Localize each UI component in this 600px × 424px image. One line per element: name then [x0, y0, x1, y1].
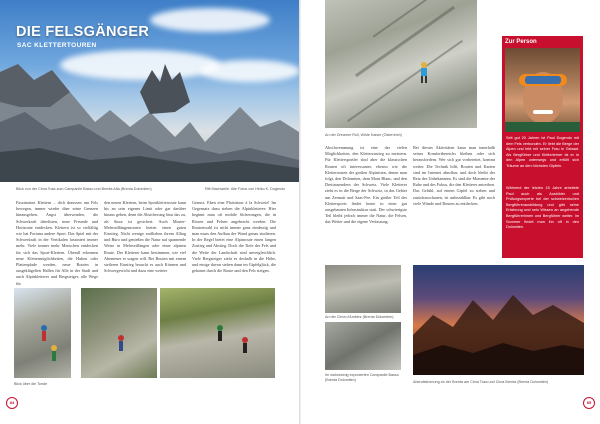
climber-figures: [160, 288, 275, 378]
caption-sp2: Im wahnsinnig exponierten Campanile Basso (Brenta Dolomiten): [325, 373, 399, 382]
body-column-2: den neuen Klettern, beim Sportkletterroute kann bis an sein eigenes Limit oder gar darüber hinaus gehen, denn die Absicherung lässt das zu, als Sturz ist gesichert. Auch Muster-Mehrseillängenrouten bieten einen guten Einstieg. Nicht wenige entfliehen ihrem Alltag und Büro und genießen die Natur auf spannende Weise in Mehrseillängen oder einer alpinen Route. Der Kletterer kann bestimmen, wie viel Abenteuer er wagen will. Bei Routen mit einem steileren Einstieg braucht es auch Können und Schwergewicht und dazu eine weitere: [104, 200, 186, 274]
portrait-photo: [505, 48, 580, 132]
zur-person-box: [502, 36, 583, 258]
body-column-3: Genuss. Eben eine Plaisirtour à la Schweiz! Im Gegensatz dazu stehen die Alpinkletterer: Hier beginnt man oft mobile Sicherungen, die in Rissen und Felsen angebracht werden. Die Routenwahl ist nicht immer ganz eindeutig und man muss den Aufbau der Wand genau studieren. In der Regel bietet eine Alpinroute einen langen Zustieg und Abstieg. Doch die Tiefe des Fels und die Weite der Landschaft sind unvergleichlich. Viele Bergsteiger zieht es deshalb in die Höhe, und einige davon stehen dann im Gipfelglück, die gekonnt durch die Route und den Fels steigen.: [192, 200, 276, 274]
page-number-left: 84: [6, 397, 18, 409]
climber-figure: [81, 288, 157, 378]
caption-bottom-left: Blick über die Torste: [14, 382, 48, 386]
portrait-figure: [505, 48, 580, 132]
photo-cima-ambiez: [325, 265, 401, 313]
page-number-right: 85: [583, 397, 595, 409]
photo-climbers-wall: [14, 288, 71, 378]
photo-rock-climber: [325, 0, 477, 128]
caption-big-right: Abendstimmung an der Brenta am Cima Tosa und Cima Brenta (Brenta Dolomiten): [413, 380, 549, 384]
mountain-silhouette: [0, 52, 299, 182]
caption-sp1: An der Cima d'Ambiez (Brenta Dolomiten): [325, 315, 394, 319]
caption-top-right: An der Dreamer Roll, Wilde Kaiser (Österreich): [325, 133, 402, 137]
article-title: DIE FELSGÄNGER: [16, 24, 150, 40]
body-column-1: Faszination Klettern – dich draussen am Fels bewegen, immer wieder über seine Grenzen hinausgehen. Angst überwinden, die Schwerkraft überlisten, neue Freunde und Horizonte entdecken. Klettern ist so vielfältig wie hat Fortuna andere Sport. Das Spiel mit der Schwerkraft in der Vertikalen fasziniert immer mehr. Viele immer mehr Menschen entdecken für sich das Sport-Klettern. Überall erkennen neue Klettermöglichkeiten, die Haken oder Plattenpfade werden, neue Routen in ausgeklügelten Hallen für Alle in der Stadt und auch Alpinkletterer und Bergsteiger, alle Wege für: [16, 200, 98, 286]
zur-person-text-2: Während der letzten 15 Jahre arbeitete Paul auch als Ausbilder und Prüfungsexperte bei der schweizerischen Bergführerausbildung und gibt seine Erfahrung und sein Wissen an angehende Bergführerinnen und Bergführer weiter. Im Sommer findet man ihn oft in den Dolomiten.: [506, 186, 579, 230]
climber-figure: [417, 62, 431, 84]
body-column-5: Bei diesen Aktivitäten kann man innerhalb seines Komfortbereichs bleiben oder sich herausfordern. Wer sich gut vorbereitet, kommt weiter. Die Technik hilft, Routen und Karten sind im Internet abrufbar, und doch bleibt der Reiz des Unbekannten. Es sind die Momente der Ruhe und des Fokus, die den Kletterer antreiben. Das Gefühl, auf einem Gipfel zu stehen und zurückzuschauen, ist unbezahlbar. Es gibt noch viele Wände und Routen zu entdecken.: [413, 145, 495, 206]
photo-grassy-ridge: [160, 288, 275, 378]
spread-gutter: [299, 0, 301, 424]
photo-evening-mountains: [413, 265, 584, 375]
zur-person-heading: Zur Person: [505, 39, 537, 45]
photo-forest-climb: [81, 288, 157, 378]
hero-caption-right: Ritt Machweile: Alle Fotos von Heiko K. Dogendo: [205, 187, 286, 191]
hero-caption-left: Blick von der Cima Tosa zum Campanile Basso und Brenta Alta (Brenta Dolomiten): [16, 187, 152, 191]
hero-mountain-photo: [0, 0, 299, 182]
zur-person-text-1: Seit gut 20 Jahren ist Paul Dogendo mit dem Fels verbunden. Er liebt die Berge der Alpen und lebt mit seiner Frau in Gstaad. Als Bergführer und Kletterlehrer ist er in den Alpen unterwegs und erfüllt sich Träume an den höchsten Gipfeln.: [506, 136, 579, 168]
climber-figures: [14, 288, 71, 378]
photo-campanile-basso: [325, 322, 401, 370]
article-subtitle: SAC KLETTERTOUREN: [17, 42, 97, 49]
body-column-4: Abschwemmung ist eine der vielen Möglichkeiten, den Kletterzustieg zu meistern. Für Klettersportler sind aber die klassischen Routen oft interessanter, ebenso wie die Kletterrouten der großen Alpinisten, denen man folgt, den Dolomiten, dem Mont Blanc, und den Dreitausendern der Schweiz. Viele Kletterer zieht es in die Berge der Schweiz, in das Gebiet um Zermatt und Saas-Fee. Ein großer Teil des Klettersports findet heute in einer gut ausgebauten Infrastruktur statt. Der schwierigste Teil bleibt jedoch immer die Natur, die Felsen, das Wetter und die eigene Verfassung.: [325, 145, 407, 225]
mountain-silhouette: [413, 265, 584, 375]
